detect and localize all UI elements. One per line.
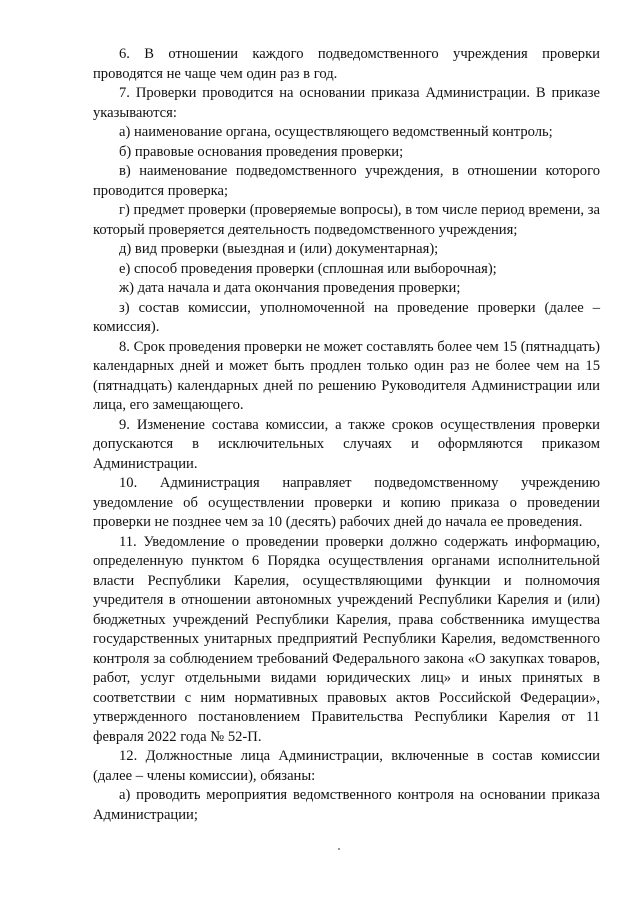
paragraph-8: 8. Срок проведения проверки не может составлять более чем 15 (пятнадцать) календарных дней и может быть продлен только один раз не более чем на 15 (пятнадцать) календарных дней по решению Руководителя Администрации или лица, его замещающего. [93,338,600,413]
list-item-12a: а) проводить мероприятия ведомственного контроля на основании приказа Администрации; [93,787,600,823]
list-item-b: б) правовые основания проведения проверки; [119,143,404,160]
paragraph-7: 7. Проверки проводится на основании приказа Администрации. В приказе указываются: [93,85,600,121]
paragraph-9: 9. Изменение состава комиссии, а также сроков осуществления проверки допускаются в исключительных случаях и оформляются приказом Администрации. [93,416,600,472]
list-item-g: г) предмет проверки (проверяемые вопросы), в том числе период времени, за который проверяется деятельность подведомственного учреждения; [93,202,600,238]
list-item-e: е) способ проведения проверки (сплошная или выборочная); [119,260,497,277]
list-item-d: д) вид проверки (выездная и (или) документарная); [119,241,439,257]
list-item-z: з) состав комиссии, уполномоченной на проведение проверки (далее – комиссия). [93,299,600,335]
list-item-zh: ж) дата начала и дата окончания проведения проверки; [119,280,461,296]
list-item-a: а) наименование органа, осуществляющего ведомственный контроль; [119,124,553,140]
paragraph-11: 11. Уведомление о проведении проверки должно содержать информацию, определенную пунктом 6 Порядка осуществления органами исполнительной власти Республики Карелия, осуществляющими функции и полномочия учредителя в отношении автономных учреждений Республики Карелия и (или) бюджетных учреждений Республики Карелия, права собственника имущества государственных унитарных предприятий Республики Карелия, ведомственного контроля за соблюдением требований Федерального закона «О закупках товаров, работ, услуг отдельными видами юридических лиц» и иных принятых в соответствии с ним нормативных правовых актов Российской Федерации», утвержденного постановлением Правительства Республики Карелия от 11 февраля 2022 года № 52-П. [93,533,600,745]
paragraph-6: 6. В отношении каждого подведомственного учреждения проверки проводятся не чаще чем один раз в год. [93,46,600,82]
list-item-v: в) наименование подведомственного учреждения, в отношении которого проводится проверка; [93,163,600,199]
scan-speck [338,848,340,850]
paragraph-12: 12. Должностные лица Администрации, включенные в состав комиссии (далее – члены комиссии), обязаны: [93,748,600,784]
paragraph-10: 10. Администрация направляет подведомственному учреждению уведомление об осуществлении проверки и копию приказа о проведении проверки не позднее чем за 10 (десять) рабочих дней до начала ее проведения. [93,475,600,530]
